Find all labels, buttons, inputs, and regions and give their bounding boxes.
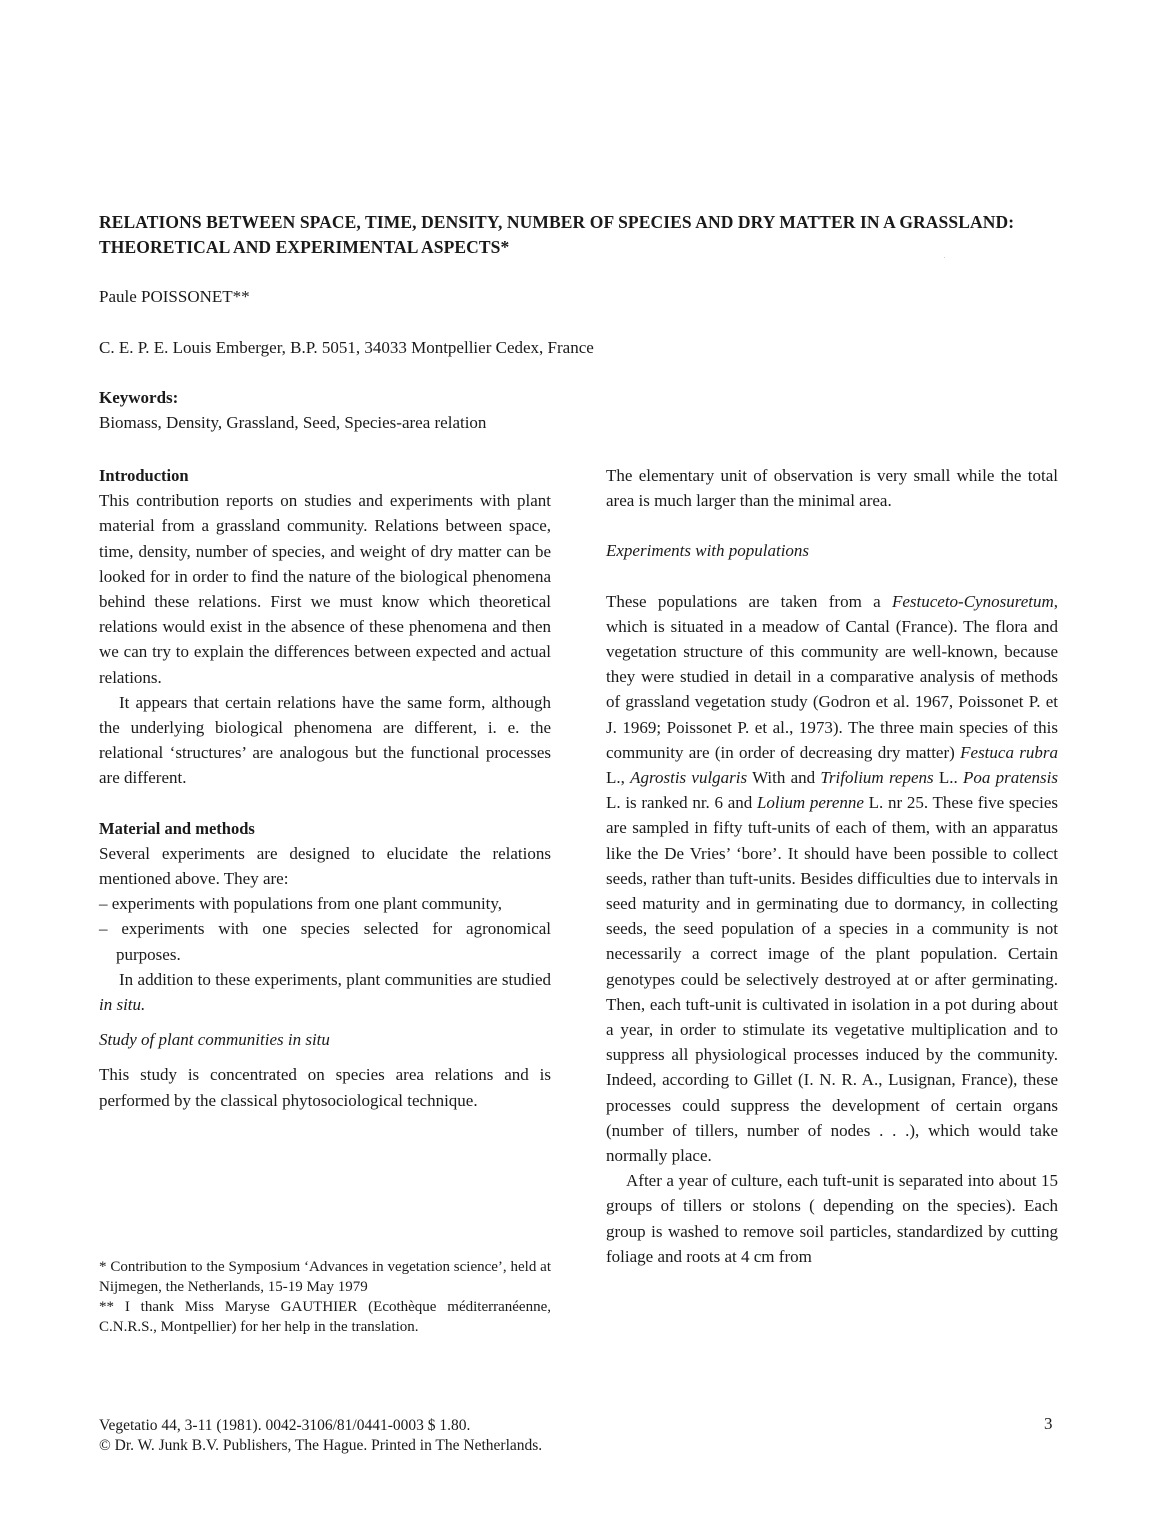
copyright-line: © Dr. W. Junk B.V. Publishers, The Hague. Printed in The Netherlands.: [99, 1437, 543, 1454]
methods-heading: Material and methods: [99, 818, 255, 838]
study-paragraph-1: This study is concentrated on species area relations and is performed by the classical phytosociological technique.: [99, 1065, 551, 1110]
experiments-heading: Experiments with populations: [606, 541, 810, 561]
methods-paragraph-1: Several experiments are designed to elucidate the relations mentioned above. They are:: [99, 843, 551, 889]
introduction-heading: Introduction: [99, 466, 189, 485]
footnotes: [99, 1257, 551, 1337]
study-heading: Study of plant communities in situ: [99, 1030, 330, 1050]
right-column: [606, 463, 1058, 1269]
methods-list-item: – experiments with one species selected for agronomical purposes.: [99, 919, 551, 964]
keywords-label: Keywords:: [99, 388, 179, 407]
scan-speck: [944, 257, 945, 258]
intro-paragraph-1: This contribution reports on studies and experiments with plant material from a grassland community. Relations between space, time, density, number of species, and weight of dry matter can be looked for in order to find the nature of the biological phenomena behind these relations. First we must know which theoretical relations would exist in the absence of these phenomena and then we can try to explain the differences between expected and actual relations.: [99, 491, 551, 687]
page-number: 3: [1044, 1414, 1053, 1433]
right-paragraph-2: These populations are taken from a Festuceto-Cynosuretum, which is situated in a meadow of Cantal (France). The flora and vegetation structure of this community are well-known, because they were studied in detail in a comparative analysis of methods of grassland vegetation study (Godron et al. 1967, Poissonet P. et J. 1969; Poissonet P. et al., 1973). The three main species of this community are (in order of decreasing dry matter) Festuca rubra L., Agrostis vulgaris With and Trifolium repens L.. Poa pratensis L. is ranked nr. 6 and Lolium perenne L. nr 25. These five species are sampled in fifty tuft-units of each of them, with an apparatus like the De Vries’ ‘bore’. It should have been possible to collect seeds, rather than tuft-units. Besides difficulties due to intervals in seed maturity and in germinating due to dormancy, in collecting seeds, the seed population of a species in a community is not necessarily a correct image of the plant population. Certain genotypes could be selectively destroyed at or after germinating. Then, each tuft-unit is cultivated in isolation in a pot during about a year, in order to stimulate its vegetative multiplication and to suppress all physiological processes induced by the community. Indeed, according to Gillet (I. N. R. A., Lusignan, France), these processes could suppress the development of certain organs (number of tillers, number of nodes . . .), which would take normally place.: [606, 591, 1059, 1166]
right-paragraph-1: The elementary unit of observation is very small while the total area is much larger than the minimal area.: [606, 466, 1058, 511]
citation-line: Vegetatio 44, 3-11 (1981). 0042-3106/81/0441-0003 $ 1.80.: [99, 1417, 471, 1434]
article-title: RELATIONS BETWEEN SPACE, TIME, DENSITY, NUMBER OF SPECIES AND DRY MATTER IN A GRASSLAND: THEORETICAL AND EXPERIMENTAL ASPECTS*: [99, 212, 1015, 257]
keywords-list: Biomass, Density, Grassland, Seed, Species-area relation: [99, 413, 487, 432]
methods-list-item: – experiments with populations from one plant community,: [99, 894, 503, 914]
left-column: [99, 463, 551, 1113]
methods-paragraph-2: In addition to these experiments, plant communities are studied in situ.: [99, 969, 551, 1015]
footnote-2: ** I thank Miss Maryse GAUTHIER (Ecothèque méditerranéenne, C.N.R.S., Montpellier) for her help in the translation.: [99, 1299, 551, 1335]
right-paragraph-3: After a year of culture, each tuft-unit is separated into about 15 groups of tillers or stolons ( depending on the species). Each group is washed to remove soil particles, standardized by cutting foliage and roots at 4 cm from: [606, 1171, 1058, 1266]
affiliation: C. E. P. E. Louis Emberger, B.P. 5051, 34033 Montpellier Cedex, France: [99, 338, 594, 357]
author-name: Paule POISSONET**: [99, 287, 250, 306]
page-footer: [99, 1416, 542, 1456]
footnote-1: * Contribution to the Symposium ‘Advances in vegetation science’, held at Nijmegen, the Netherlands, 15-19 May 1979: [99, 1259, 551, 1295]
intro-paragraph-2: It appears that certain relations have the same form, although the underlying biological phenomena are different, i. e. the relational ‘structures’ are analogous but the functional processes are different.: [99, 692, 551, 788]
